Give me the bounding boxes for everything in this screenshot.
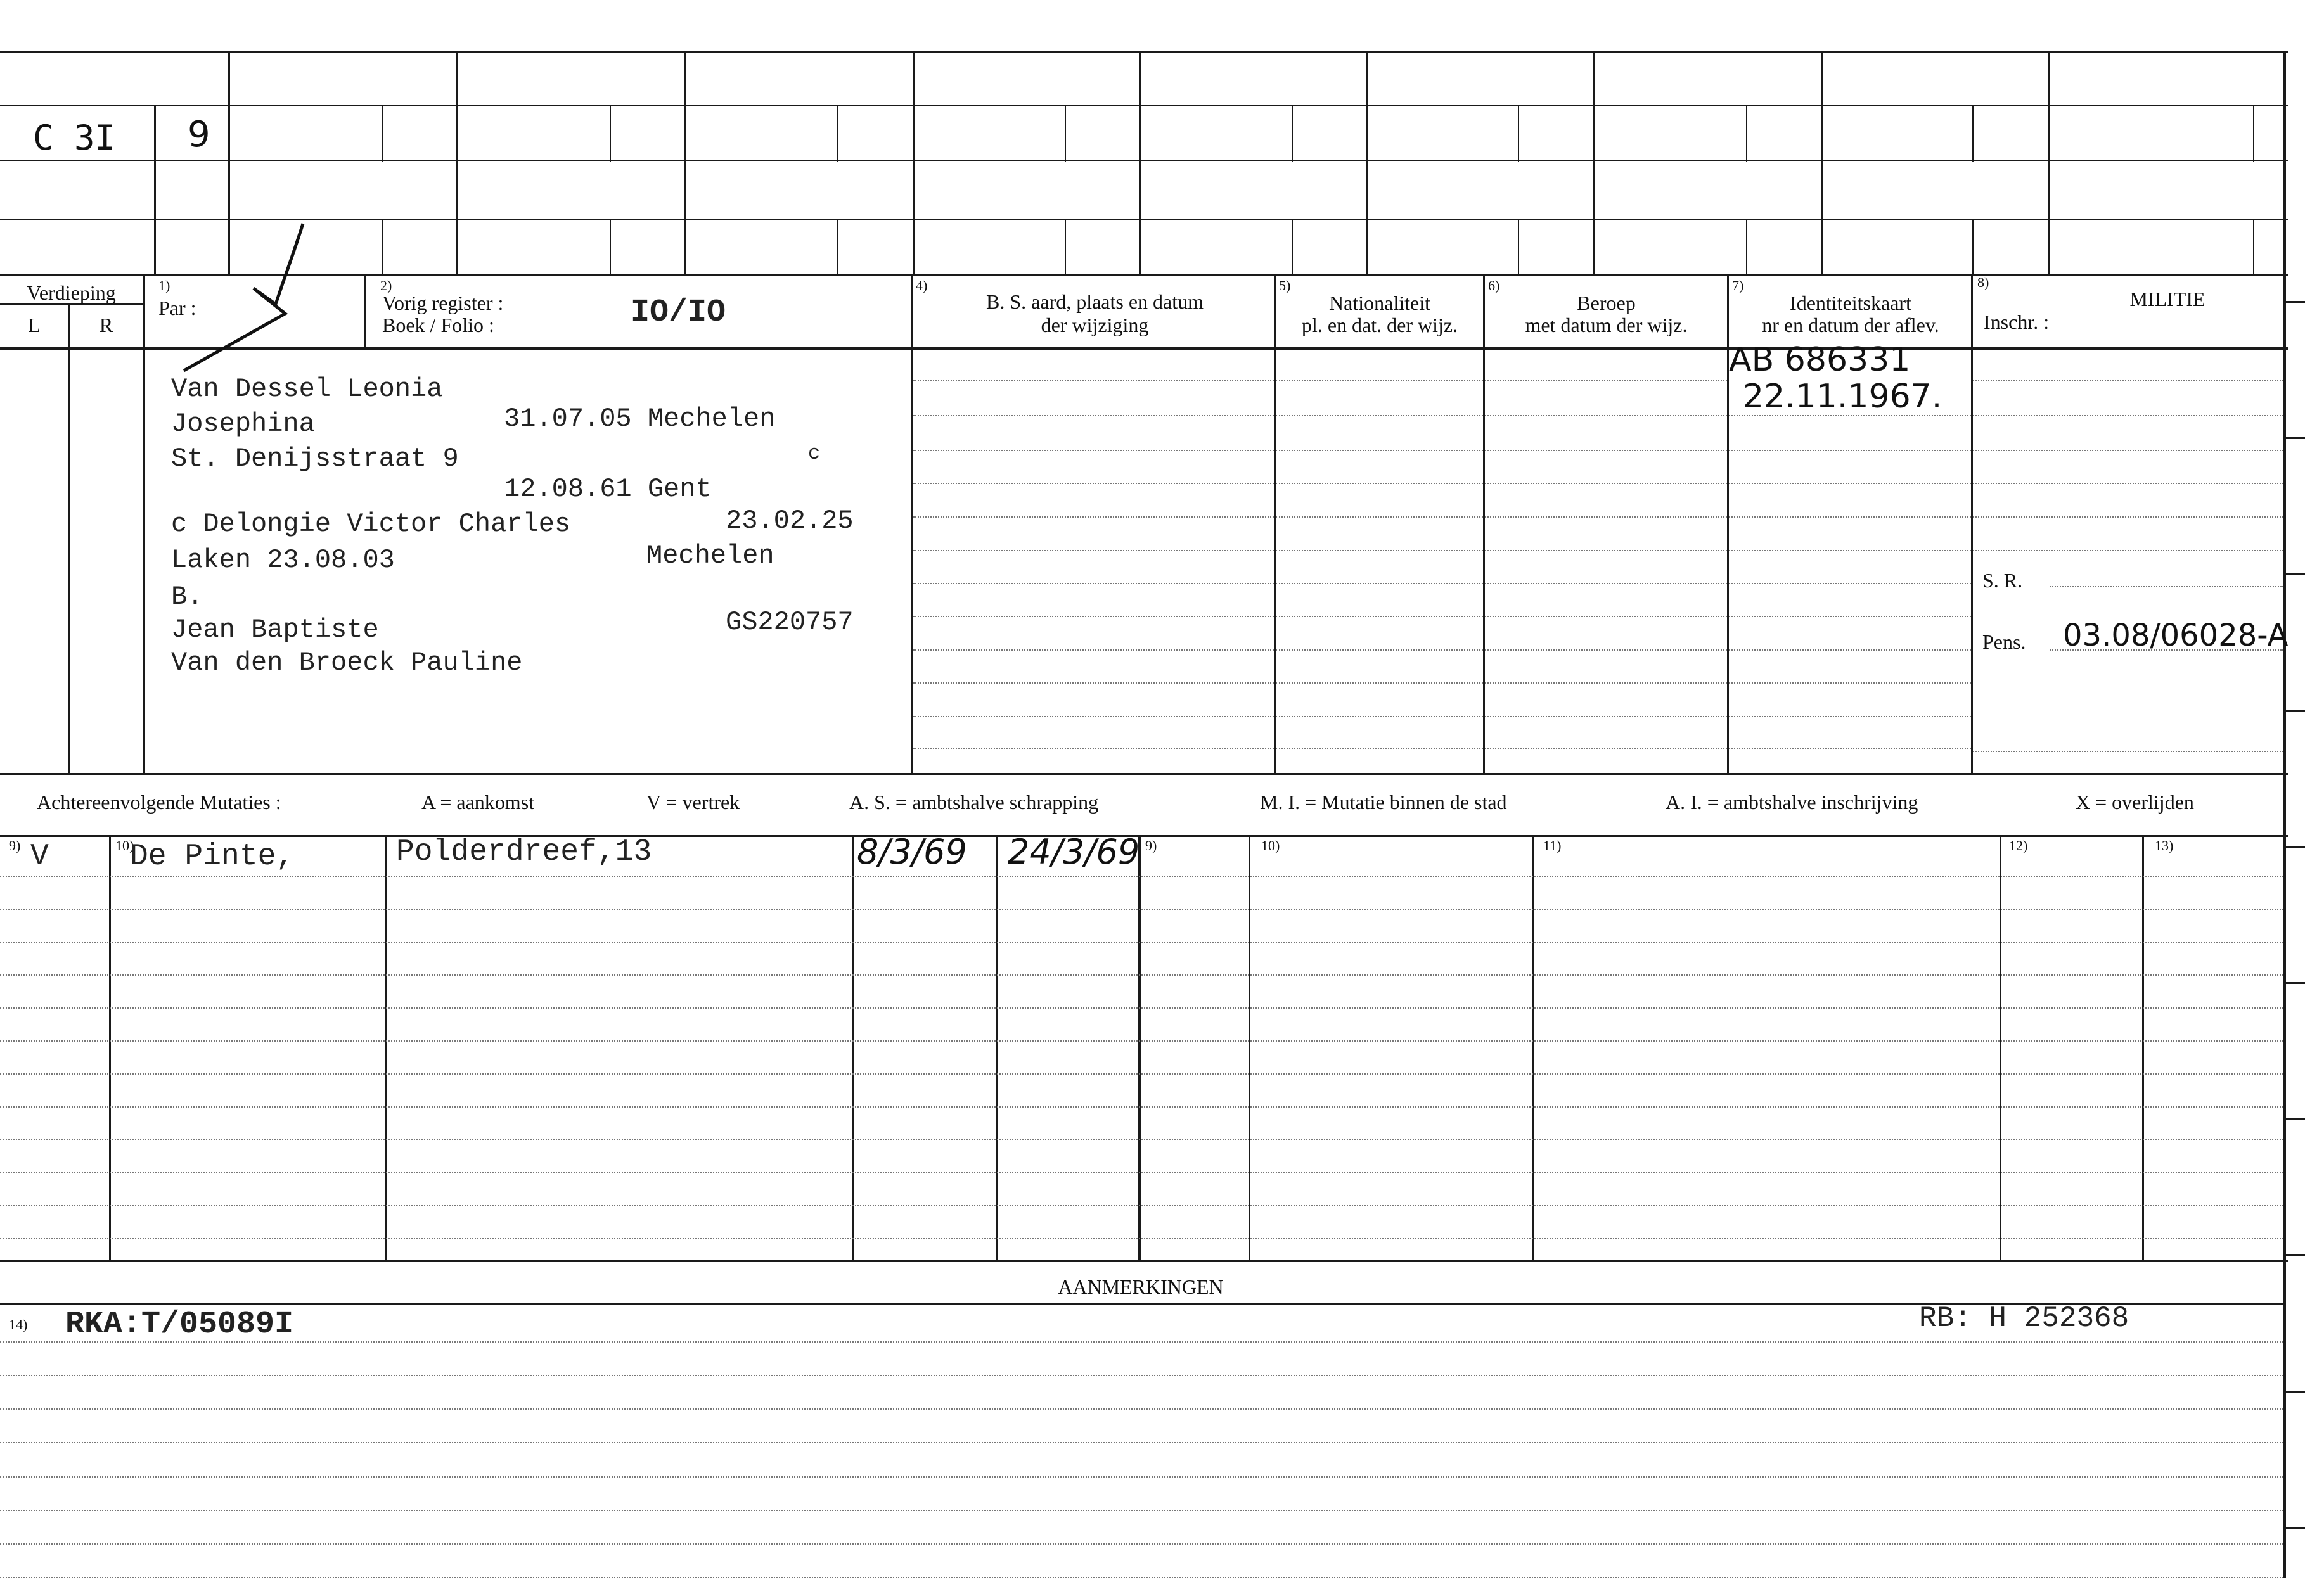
margin-tick bbox=[2286, 1118, 2305, 1120]
person-line-4: 12.08.61 Gent bbox=[504, 474, 712, 504]
mut-col-line bbox=[2142, 835, 2144, 1261]
dotted-row bbox=[1729, 450, 1971, 451]
dotted-row bbox=[1485, 748, 1727, 749]
dotted-row bbox=[1485, 649, 1727, 651]
dotted-row bbox=[913, 380, 1274, 381]
mutation-row1-type: V bbox=[30, 839, 49, 874]
dotted-row bbox=[913, 748, 1274, 749]
col-line-8 bbox=[1971, 276, 1973, 775]
grid-line bbox=[610, 219, 611, 276]
dotted-row bbox=[913, 649, 1274, 651]
person-line-1: Van Dessel Leonia bbox=[171, 374, 443, 404]
col6-number: 6) bbox=[1488, 278, 1500, 293]
dotted-row bbox=[1276, 748, 1483, 749]
dotted-row bbox=[913, 415, 1274, 416]
mut-col-line bbox=[1532, 835, 1534, 1261]
sr-dotted-line bbox=[2050, 586, 2283, 587]
verdieping-label: Verdieping bbox=[27, 281, 116, 304]
dotted-row bbox=[1973, 380, 2283, 381]
col-line-4 bbox=[911, 276, 913, 775]
vorig-register-label: Vorig register : bbox=[382, 291, 504, 314]
mut-col-line bbox=[109, 835, 111, 1261]
grid-line bbox=[837, 105, 838, 162]
dotted-row bbox=[913, 682, 1274, 684]
margin-tick bbox=[2286, 982, 2305, 984]
grid-line bbox=[2048, 51, 2050, 276]
person-line-6-place: Laken 23.08.03 bbox=[171, 545, 395, 575]
grid-line bbox=[1139, 51, 1141, 276]
dotted-row bbox=[913, 483, 1274, 484]
id-card-date: 22.11.1967. bbox=[1743, 378, 1942, 416]
dotted-row bbox=[1485, 550, 1727, 551]
mut-col-line bbox=[2000, 835, 2001, 1261]
dotted-row bbox=[1485, 483, 1727, 484]
dotted-row bbox=[0, 1007, 2283, 1009]
grid-line bbox=[1065, 105, 1066, 162]
dotted-row bbox=[0, 1577, 2283, 1578]
col7-label-2: nr en datum der aflev. bbox=[1762, 314, 1939, 336]
margin-tick bbox=[2286, 1527, 2305, 1529]
mutation-row1-address: Polderdreef,13 bbox=[396, 835, 652, 869]
person-line-6-city: Mechelen bbox=[646, 540, 774, 571]
dotted-row bbox=[913, 450, 1274, 451]
dotted-row bbox=[1276, 483, 1483, 484]
boek-folio-label: Boek / Folio : bbox=[382, 314, 494, 336]
dotted-row bbox=[1973, 450, 2283, 451]
sr-label: S. R. bbox=[1982, 569, 2023, 592]
margin-tick bbox=[2286, 710, 2305, 712]
grid-line bbox=[1593, 51, 1595, 276]
dotted-row bbox=[1729, 682, 1971, 684]
dotted-row bbox=[0, 1476, 2283, 1478]
boek-folio-value: IO/IO bbox=[631, 295, 726, 331]
margin-tick bbox=[2286, 437, 2305, 439]
dotted-row bbox=[0, 1172, 2283, 1173]
person-line-9: Van den Broeck Pauline bbox=[171, 648, 523, 678]
grid-line bbox=[1292, 219, 1293, 276]
dotted-row bbox=[1729, 483, 1971, 484]
remarks-rka: RKA:T/05089I bbox=[65, 1306, 294, 1343]
legend-top-line bbox=[0, 773, 2288, 775]
col8-number: 8) bbox=[1977, 274, 1989, 290]
dotted-row bbox=[913, 716, 1274, 717]
card-code: C 3I bbox=[33, 118, 116, 158]
margin-tick bbox=[2286, 573, 2305, 575]
grid-line bbox=[1518, 105, 1519, 162]
mutations-top-line bbox=[0, 835, 2288, 837]
dotted-row bbox=[1485, 516, 1727, 518]
dotted-row bbox=[0, 876, 2283, 877]
dotted-row bbox=[1973, 550, 2283, 551]
dotted-row bbox=[1276, 415, 1483, 416]
dotted-row bbox=[0, 1442, 2283, 1443]
col6-label-2: met datum der wijz. bbox=[1525, 314, 1688, 336]
col7-number: 7) bbox=[1732, 278, 1744, 293]
dotted-row bbox=[1276, 380, 1483, 381]
mut-col10b-number: 10) bbox=[1261, 838, 1280, 853]
person-line-2-name: Josephina bbox=[171, 409, 315, 439]
grid-line bbox=[1746, 219, 1747, 276]
col-line-par bbox=[143, 276, 145, 775]
dotted-row bbox=[0, 1040, 2283, 1042]
col5-label-1: Nationaliteit bbox=[1329, 291, 1430, 314]
card-number: 9 bbox=[188, 114, 210, 155]
remarks-title: AANMERKINGEN bbox=[1058, 1275, 1224, 1298]
person-line-7: B. bbox=[171, 582, 203, 612]
dotted-row bbox=[1276, 583, 1483, 584]
legend-x: X = overlijden bbox=[2076, 791, 2194, 814]
dotted-row bbox=[0, 1510, 2283, 1511]
dotted-row bbox=[1729, 516, 1971, 518]
grid-line bbox=[382, 219, 383, 276]
mutations-title: Achtereenvolgende Mutaties : bbox=[37, 791, 281, 814]
grid-line bbox=[0, 274, 2288, 276]
col-line-6 bbox=[1483, 276, 1485, 775]
dotted-row bbox=[1729, 716, 1971, 717]
mut-col-line bbox=[996, 835, 998, 1261]
remarks-number: 14) bbox=[9, 1317, 28, 1332]
dotted-row bbox=[1276, 649, 1483, 651]
margin-tick bbox=[2286, 301, 2305, 303]
dotted-row bbox=[0, 974, 2283, 976]
dotted-row bbox=[913, 616, 1274, 617]
id-card-number: AB 686331 bbox=[1729, 341, 1911, 379]
grid-line bbox=[154, 105, 156, 276]
mutation-row1-date1: 8/3/69 bbox=[857, 832, 967, 872]
par-label: Par : bbox=[158, 297, 196, 319]
dotted-row bbox=[1729, 649, 1971, 651]
grid-line bbox=[1065, 219, 1066, 276]
grid-line bbox=[456, 51, 458, 276]
grid-line bbox=[0, 160, 2288, 161]
dotted-row bbox=[1485, 415, 1727, 416]
person-line-5-date: 23.02.25 bbox=[726, 506, 854, 536]
dotted-row bbox=[0, 1139, 2283, 1140]
mut-col-line bbox=[852, 835, 854, 1261]
legend-v: V = vertrek bbox=[646, 791, 740, 814]
grid-line bbox=[837, 219, 838, 276]
dotted-row bbox=[0, 1408, 2283, 1410]
mutation-row1-place: De Pinte, bbox=[130, 839, 295, 874]
dotted-row bbox=[1973, 751, 2283, 752]
militie-label: MILITIE bbox=[2129, 288, 2205, 310]
dotted-row bbox=[1485, 616, 1727, 617]
grid-line bbox=[1972, 105, 1974, 162]
right-border bbox=[2283, 51, 2286, 1578]
grid-line bbox=[2253, 219, 2254, 276]
col5-number: 5) bbox=[1279, 278, 1291, 293]
dotted-row bbox=[1276, 450, 1483, 451]
dotted-row bbox=[0, 942, 2283, 943]
dotted-row bbox=[913, 550, 1274, 551]
dotted-row bbox=[1729, 550, 1971, 551]
par-check-mark bbox=[177, 219, 317, 377]
mut-col-line bbox=[1249, 835, 1250, 1261]
legend-as: A. S. = ambtshalve schrapping bbox=[849, 791, 1099, 814]
dotted-row bbox=[1485, 682, 1727, 684]
person-line-3-mark: c bbox=[808, 442, 821, 465]
grid-line bbox=[1518, 219, 1519, 276]
mut-col13-number: 13) bbox=[2155, 838, 2174, 853]
col-line-lr bbox=[68, 303, 70, 775]
remarks-rb: RB: H 252368 bbox=[1919, 1302, 2129, 1335]
dotted-row bbox=[0, 1375, 2283, 1376]
dotted-row bbox=[0, 1106, 2283, 1108]
margin-tick bbox=[2286, 846, 2305, 848]
col7-label-1: Identiteitskaart bbox=[1790, 291, 1911, 314]
margin-tick bbox=[2286, 1391, 2305, 1393]
person-line-8: Jean Baptiste bbox=[171, 615, 379, 645]
grid-line bbox=[2253, 105, 2254, 162]
dotted-row bbox=[1729, 616, 1971, 617]
dotted-row bbox=[0, 1205, 2283, 1206]
mut-col12-number: 12) bbox=[2009, 838, 2028, 853]
person-line-3: St. Denijsstraat 9 bbox=[171, 444, 459, 474]
mut-col10-number: 10) bbox=[115, 838, 134, 853]
col6-label-1: Beroep bbox=[1577, 291, 1636, 314]
dotted-row bbox=[1973, 415, 2283, 416]
dotted-row bbox=[1276, 550, 1483, 551]
dotted-row bbox=[0, 1073, 2283, 1075]
col4-label-2: der wijziging bbox=[1041, 314, 1149, 336]
person-line-2-date: 31.07.05 Mechelen bbox=[504, 404, 776, 434]
mut-col9-number: 9) bbox=[9, 838, 21, 853]
col2-number: 2) bbox=[380, 278, 392, 293]
l-label: L bbox=[28, 314, 41, 336]
dotted-row bbox=[1485, 716, 1727, 717]
col5-label-2: pl. en dat. der wijz. bbox=[1301, 314, 1458, 336]
dotted-row bbox=[1276, 716, 1483, 717]
mutations-bottom-line bbox=[0, 1260, 2288, 1262]
dotted-row bbox=[1276, 682, 1483, 684]
mut-col-line-double bbox=[1138, 835, 1141, 1261]
person-line-8-code: GS220757 bbox=[726, 607, 854, 637]
grid-line bbox=[684, 51, 686, 276]
dotted-row bbox=[1485, 583, 1727, 584]
dotted-row bbox=[1485, 380, 1727, 381]
r-label: R bbox=[99, 314, 113, 336]
pens-label: Pens. bbox=[1982, 630, 2026, 653]
grid-line bbox=[382, 105, 383, 162]
dotted-row bbox=[0, 1543, 2283, 1545]
mut-col-line bbox=[385, 835, 387, 1261]
inschr-label: Inschr. : bbox=[1984, 310, 2050, 333]
col-line-register bbox=[364, 276, 366, 350]
dotted-row bbox=[1276, 516, 1483, 518]
col-line-5 bbox=[1274, 276, 1276, 775]
pens-value: 03.08/06028-A bbox=[2063, 618, 2289, 653]
person-line-5-name: c Delongie Victor Charles bbox=[171, 509, 571, 539]
mut-col11-number: 11) bbox=[1543, 838, 1562, 853]
grid-line bbox=[0, 105, 2288, 106]
mutation-row1-date2: 24/3/69 bbox=[1008, 832, 1140, 872]
col4-number: 4) bbox=[916, 278, 928, 293]
header-bottom-line bbox=[0, 347, 2288, 350]
dotted-row bbox=[1276, 616, 1483, 617]
grid-line bbox=[1821, 51, 1823, 276]
dotted-row bbox=[1729, 748, 1971, 749]
grid-line bbox=[1366, 51, 1368, 276]
grid-line bbox=[913, 51, 915, 276]
legend-a: A = aankomst bbox=[421, 791, 535, 814]
legend-mi: M. I. = Mutatie binnen de stad bbox=[1260, 791, 1507, 814]
col4-label-1: B. S. aard, plaats en datum bbox=[986, 290, 1204, 313]
margin-tick bbox=[2286, 1254, 2305, 1256]
grid-line bbox=[610, 105, 611, 162]
grid-line bbox=[1972, 219, 1974, 276]
dotted-row bbox=[1485, 450, 1727, 451]
dotted-row bbox=[913, 516, 1274, 518]
grid-line bbox=[1746, 105, 1747, 162]
dotted-row bbox=[0, 1238, 2283, 1239]
dotted-row bbox=[0, 909, 2283, 910]
dotted-row bbox=[0, 1341, 2283, 1343]
top-border bbox=[0, 51, 2288, 53]
grid-line bbox=[0, 219, 2288, 220]
dotted-row bbox=[1729, 583, 1971, 584]
col1-number: 1) bbox=[158, 278, 170, 293]
dotted-row bbox=[1973, 516, 2283, 518]
grid-line bbox=[1292, 105, 1293, 162]
legend-ai: A. I. = ambtshalve inschrijving bbox=[1666, 791, 1918, 814]
mut-col9b-number: 9) bbox=[1145, 838, 1157, 853]
dotted-row bbox=[1973, 483, 2283, 484]
dotted-row bbox=[913, 583, 1274, 584]
